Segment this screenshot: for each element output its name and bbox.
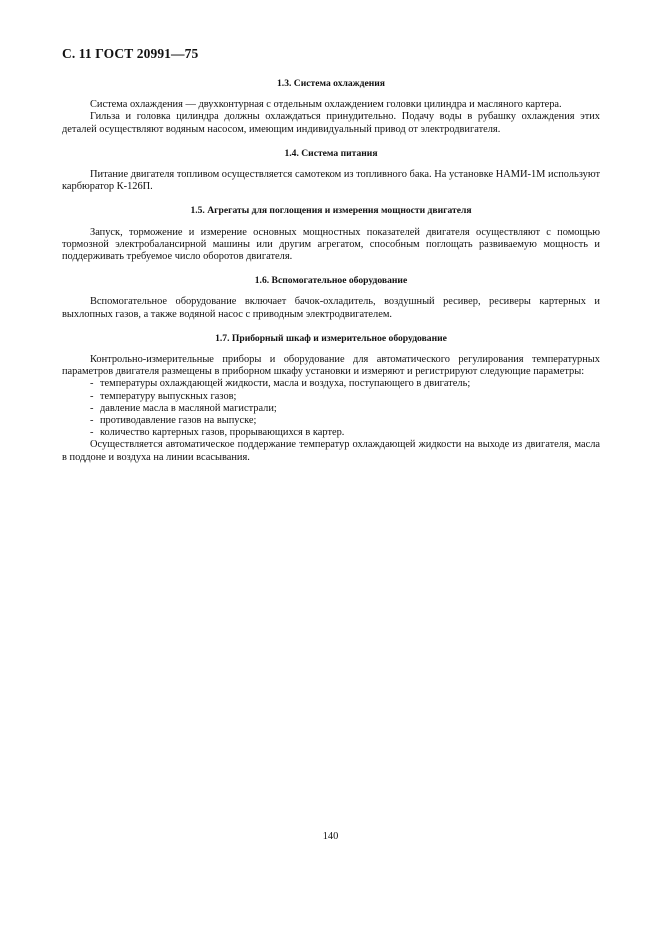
paragraph: Осуществляется автоматическое поддержание температур охлаждающей жидкости на выходе из двигателя, масла в поддоне и воздуха на линии всасывания. — [62, 439, 600, 463]
list-item — [90, 378, 600, 390]
list-item-text: давление масла в масляной магистрали; — [100, 402, 277, 414]
section-heading: 1.4. Система питания — [284, 147, 378, 159]
section-heading: 1.6. Вспомогательное оборудование — [254, 275, 408, 287]
section-heading: 1.7. Приборный шкаф и измерительное оборудование — [215, 332, 447, 344]
section-instrument-cabinet — [62, 333, 600, 464]
list-item-text: количество картерных газов, прорывающихся в картер. — [100, 427, 345, 439]
section-heading: 1.5. Агрегаты для поглощения и измерения мощности двигателя — [190, 205, 472, 217]
dash-marker: - — [90, 415, 94, 427]
list-item — [90, 391, 600, 403]
dash-marker: - — [90, 378, 94, 390]
list-item-text: температуру выпускных газов; — [100, 390, 237, 402]
paragraph: Питание двигателя топливом осуществляется самотеком из топливного бака. На установке НАМИ-1М используют карбюратор К-126П. — [62, 169, 600, 193]
paragraph: Гильза и головка цилиндра должны охлаждаться принудительно. Подачу воды в рубашку охлаждения этих деталей осуществляют водяным насосом, имеющим индивидуальный привод от электродвигателя. — [62, 111, 600, 135]
parameter-list — [62, 378, 600, 439]
list-item — [90, 427, 600, 439]
page-number: 140 — [322, 831, 339, 842]
section-heading: 1.3. Система охлаждения — [277, 78, 385, 89]
paragraph: Контрольно-измерительные приборы и оборудование для автоматического регулирования температурных параметров двигателя размещены в приборном шкафу установки и измеряют и регистрируют следующие параметры: — [62, 354, 600, 378]
dash-marker: - — [90, 402, 94, 414]
list-item-text: температуры охлаждающей жидкости, масла и воздуха, поступающего в двигатель; — [100, 378, 471, 390]
section-cooling-system — [62, 78, 600, 136]
page-header: С. 11 ГОСТ 20991—75 — [62, 46, 199, 61]
document-body — [62, 78, 600, 476]
section-power-absorption — [62, 205, 600, 263]
section-fuel-system — [62, 148, 600, 194]
list-item-text: противодавление газов на выпуске; — [100, 415, 257, 427]
paragraph: Система охлаждения — двухконтурная с отдельным охлаждением головки цилиндра и масляного картера. — [90, 99, 562, 111]
paragraph: Запуск, торможение и измерение основных мощностных показателей двигателя осуществляют с помощью тормозной электробалансирной машины или другим агрегатом, способным поглощать развиваемую мощность и поддерживать требуемое число оборотов двигателя. — [62, 226, 600, 263]
paragraph: Вспомогательное оборудование включает бачок-охладитель, воздушный ресивер, ресиверы картерных и выхлопных газов, а также водяной насос с приводным электродвигателем. — [62, 296, 600, 320]
dash-marker: - — [90, 390, 94, 402]
list-item — [90, 415, 600, 427]
section-auxiliary-equipment — [62, 275, 600, 321]
list-item — [90, 403, 600, 415]
dash-marker: - — [90, 427, 94, 439]
